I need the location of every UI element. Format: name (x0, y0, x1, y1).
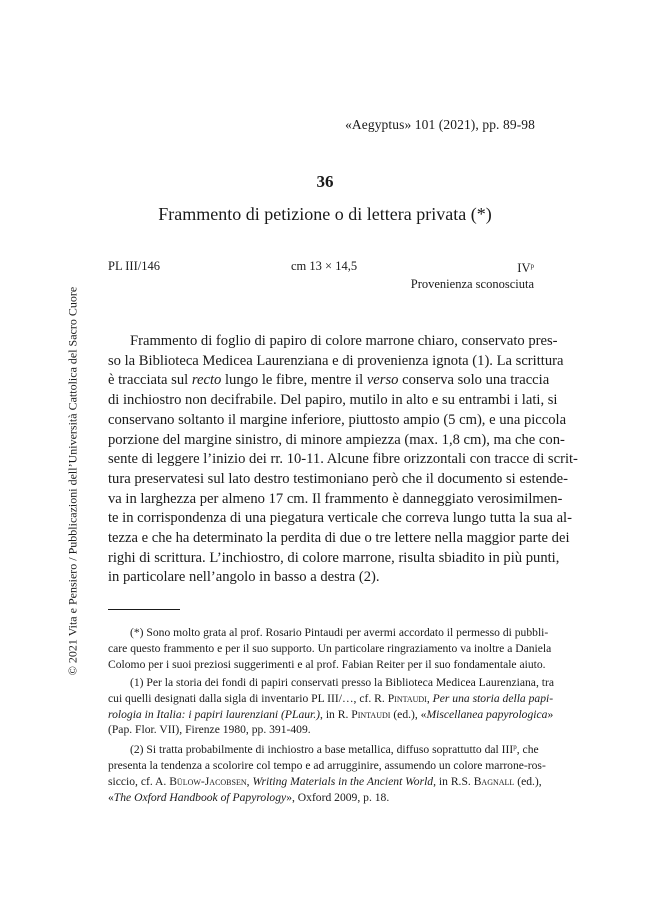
body-line: Frammento di foglio di papiro di colore marrone chiaro, conservato pres- (130, 333, 558, 349)
body-line: è tracciata sul recto lungo le fibre, mentre il verso conserva solo una traccia (108, 372, 550, 389)
footnotes (108, 625, 554, 808)
footnote-divider (108, 609, 180, 610)
footnote-acknowledgements: (*) Sono molto grata al prof. Rosario Pintaudi per avermi accordato il permesso di pubbli- care questo frammento e per il suo supporto. Un particolare ringraziamento va inoltre a Daniela Colomo per i suoi preziosi suggerimenti e al prof. Fabian Reiter per il suo fondamentale aiuto. (108, 626, 552, 671)
papyrus-size: cm 13 × 14,5 (291, 259, 358, 273)
date-century: $IV^p$ (517, 261, 534, 275)
article-number: 36 (316, 172, 334, 191)
copyright-notice: © 2021 Vita e Pensiero / Pubblicazioni dell’Università Cattolica del Sacro Cuore (65, 286, 80, 676)
body-line: di inchiostro non decifrabile. Del papiro, mutilo in alto e su entrambi i lati, si (108, 392, 558, 409)
provenance: Provenienza sconosciuta (410, 277, 534, 291)
body-line: porzione del margine sinistro, di minore ampiezza (max. 1,8 cm), ma che con- (108, 431, 565, 448)
inventory-number: PL III/146 (108, 259, 160, 273)
body-line: conservano soltanto il margine inferiore, piuttosto ampio (5 cm), e una piccola (108, 411, 567, 428)
body-line: tezza e che ha determinato la perdita di due o tre lettere nella maggior parte dei (108, 530, 570, 547)
body-line: in particolare nell’angolo in basso a destra (2). (108, 569, 380, 586)
body-paragraph (108, 332, 578, 588)
body-line: so la Biblioteca Medicea Laurenziana e di provenienza ignota (1). La scrittura (108, 352, 564, 369)
body-line: sente di leggere l’inizio dei rr. 10-11. Alcune fibre orizzontali con tracce di scrit- (108, 451, 578, 468)
body-line: tura preservatesi sul lato destro testimoniano però che il documento si estende- (108, 470, 568, 487)
body-line: te in corrispondenza di una piegatura verticale che correva lungo tutta la sua al- (108, 510, 572, 527)
journal-reference: «Aegyptus» 101 (2021), pp. 89-98 (345, 117, 535, 132)
date-provenance (411, 258, 534, 292)
footnote-1: (1) Per la storia dei fondi di papiri conservati presso la Biblioteca Medicea Laurenziana, tra cui quelli designati dalla sigla di inventario PL III/…, cf. R. Pintaudi, Per una storia della papi- rologia in Italia: i papiri laurenziani (PLaur.), in R. Pintaudi (ed.), «Miscellanea papyrologica» (Pap. Flor. VII), Firenze 1980, pp. 391-409. (108, 675, 554, 737)
body-line: va in larghezza per almeno 17 cm. Il frammento è danneggiato verosimilmen- (108, 490, 563, 507)
article-title: Frammento di petizione o di lettera privata (*) (158, 204, 492, 224)
footnote-2: (2) Si tratta probabilmente di inchiostro a base metallica, diffuso soprattutto dal III$^p$, che presenta la tendenza a scolorire col tempo e ad arrugginire, assumendo un colore marrone-ros- siccio, cf. A. Bülow-Jacobsen, Writing Materials in the Ancient World, in R.S. Bagnall (ed.), «The Oxford Handbook of Papyrology», Oxford 2009, p. 18. (108, 743, 546, 805)
body-line: righi di scrittura. L’inchiostro, di colore marrone, risulta sbiadito in più punti, (108, 549, 560, 566)
